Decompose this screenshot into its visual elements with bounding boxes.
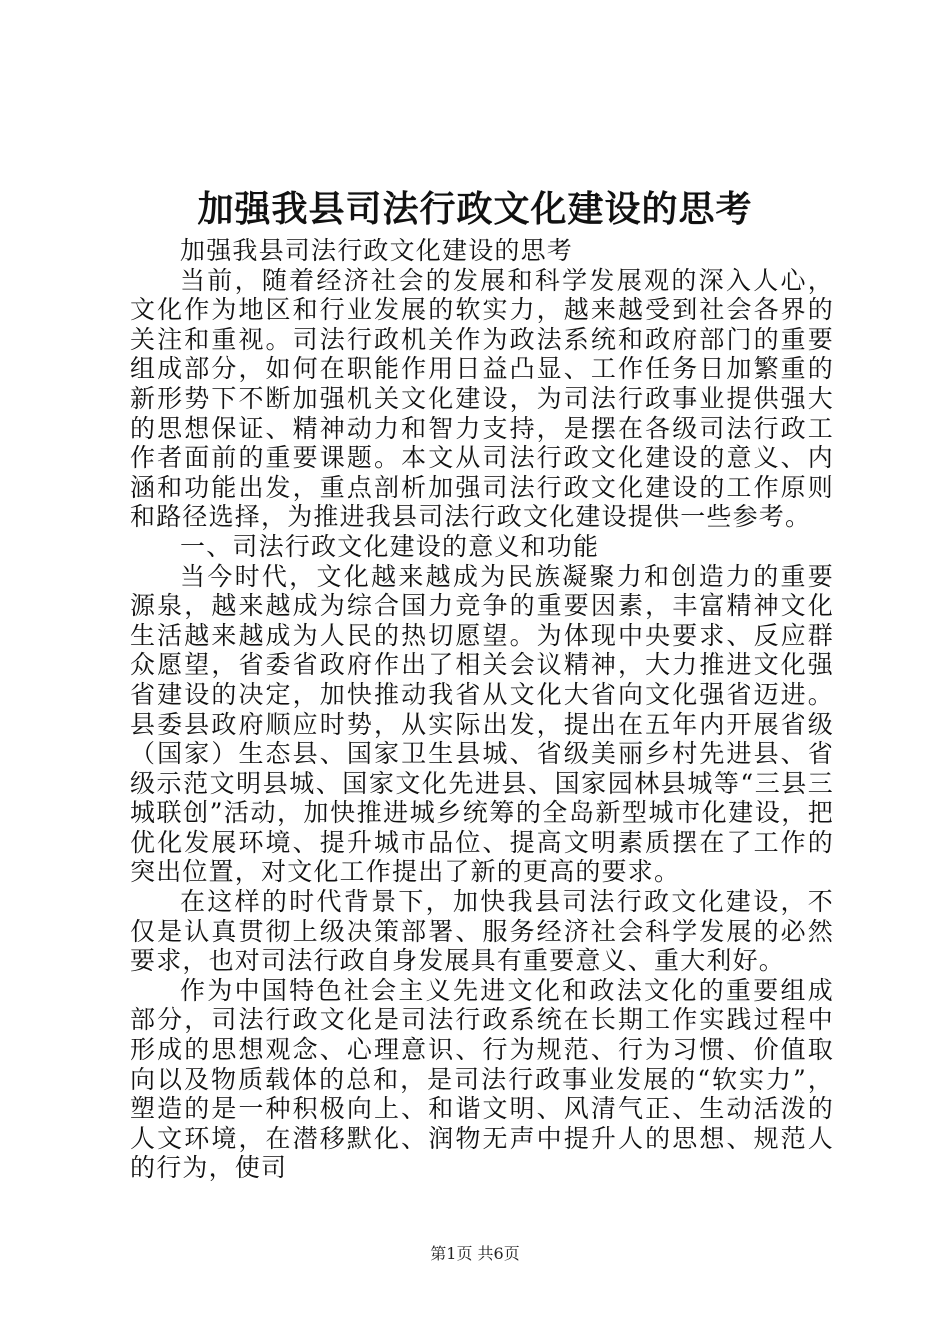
paragraph-definition: 作为中国特色社会主义先进文化和政法文化的重要组成部分，司法行政文化是司法行政系统在长期工作实践过程中形成的思想观念、心理意识、行为规范、行为习惯、价值取向以及物质载体的总和，是司法行政事业发展的“软实力”，塑造的是一种积极向上、和谐文明、风清气正、生动活泼的人文环境，在潜移默化、润物无声中提升人的思想、规范人的行为，使司 bbox=[130, 975, 834, 1183]
paragraph-intro: 当前，随着经济社会的发展和科学发展观的深入人心，文化作为地区和行业发展的软实力，越来越受到社会各界的关注和重视。司法行政机关作为政法系统和政府部门的重要组成部分，如何在职能作用日益凸显、工作任务日加繁重的新形势下不断加强机关文化建设，为司法行政事业提供强大的思想保证、精神动力和智力支持，是摆在各级司法行政工作者面前的重要课题。本文从司法行政文化建设的意义、内涵和功能出发，重点剖析加强司法行政文化建设的工作原则和路径选择，为推进我县司法行政文化建设提供一些参考。 bbox=[130, 265, 834, 532]
page-number-footer: 第1页 共6页 bbox=[430, 1244, 520, 1263]
document-body bbox=[130, 236, 834, 1183]
paragraph-background: 在这样的时代背景下，加快我县司法行政文化建设，不仅是认真贯彻上级决策部署、服务经济社会科学发展的必然要求，也对司法行政自身发展具有重要意义、重大利好。 bbox=[130, 887, 834, 976]
document-title: 加强我县司法行政文化建设的思考 bbox=[197, 188, 753, 230]
paragraph-subtitle: 加强我县司法行政文化建设的思考 bbox=[180, 236, 574, 265]
paragraph-context: 当今时代，文化越来越成为民族凝聚力和创造力的重要源泉，越来越成为综合国力竞争的重要因素，丰富精神文化生活越来越成为人民的热切愿望。为体现中央要求、反应群众愿望，省委省政府作出了相关会议精神，大力推进文化强省建设的决定，加快推动我省从文化大省向文化强省迈进。县委县政府顺应时势，从实际出发，提出在五年内开展省级（国家）生态县、国家卫生县城、省级美丽乡村先进县、省级示范文明县城、国家文化先进县、国家园林县城等“三县三城联创”活动，加快推进城乡统筹的全岛新型城市化建设，把优化发展环境、提升城市品位、提高文明素质摆在了工作的突出位置，对文化工作提出了新的更高的要求。 bbox=[130, 561, 834, 887]
section-heading: 一、司法行政文化建设的意义和功能 bbox=[180, 531, 600, 561]
